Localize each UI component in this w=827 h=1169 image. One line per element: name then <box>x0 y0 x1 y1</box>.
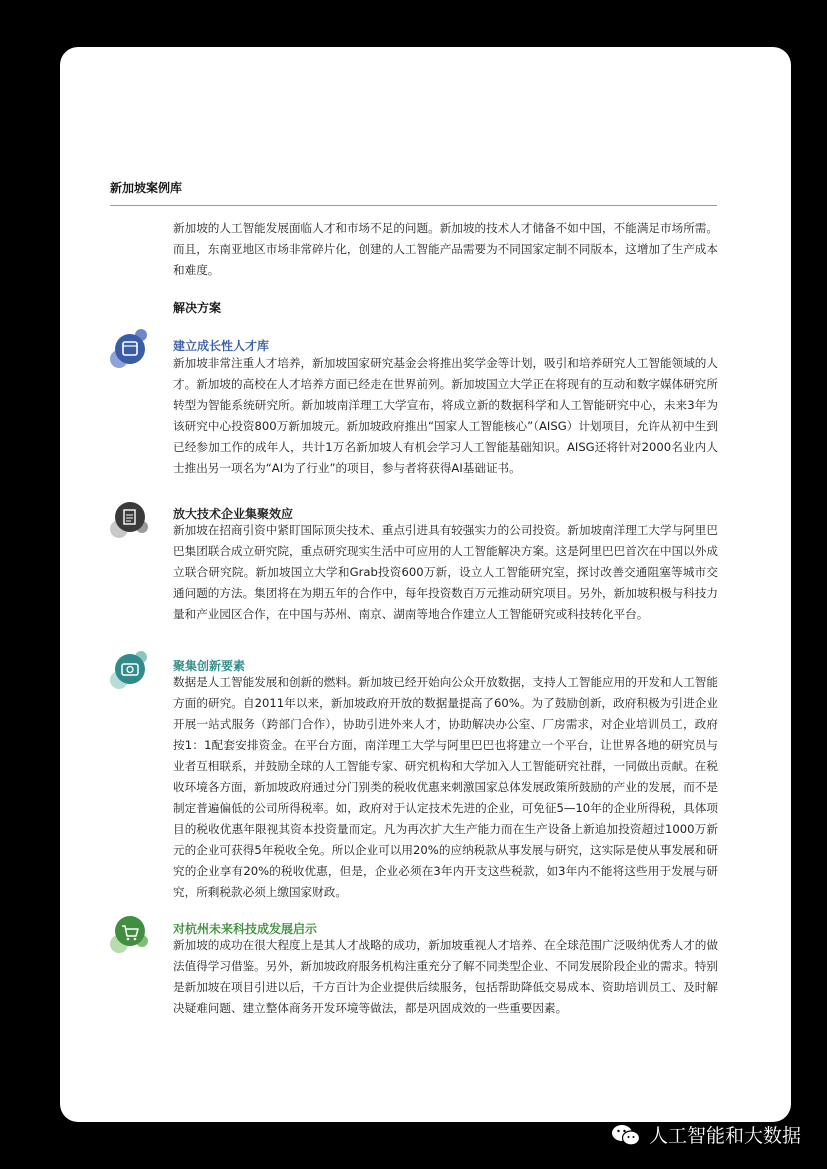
section-body-innovation: 数据是人工智能发展和创新的燃料。新加坡已经开始向公众开放数据，支持人工智能应用的开发和人工智能方面的研究。自2011年以来，新加坡政府开放的数据量提高了60%。为了鼓励创新，政府积极为引进企业开展一站式服务（跨部门合作），协助引进外来人才，协助解决办公室、厂房需求，对企业培训员工，政府按1：1配套安排资金。在平台方面，南洋理工大学与阿里巴巴也将建立一个平台，让世界各地的研究员与业者互相联系，并鼓励全球的人工智能专家、研究机构和大学加入人工智能研究社群，一同做出贡献。在税收环境各方面，新加坡政府通过分门别类的税收优惠来刺激国家总体发展政策所鼓励的产业的发展，而不是制定普遍偏低的公司所得税率。如，政府对于认定技术先进的企业，可免征5—10年的企业所得税，具体项目的税收优惠年限视其资本投资量而定。凡为再次扩大生产能力而在生产设备上新追加投资超过1000万新元的企业可获得5年税收全免。所以企业可以用20%的应纳税款从事发展与研究，这实际是使从事发展和研究的企业享有20%的税收优惠，但是，企业必须在3年内开支这些税款，如3年内不能将这些用于发展与研究，所剩税款必须上缴国家财政。 <box>173 675 718 899</box>
wechat-icon <box>611 1123 641 1147</box>
book-icon <box>108 327 152 371</box>
section-header: 新加坡案例库 <box>110 181 183 195</box>
section-body-hangzhou: 新加坡的成功在很大程度上是其人才战略的成功，新加坡重视人才培养、在全球范围广泛吸纳优秀人才的做法值得学习借鉴。另外，新加坡政府服务机构注重充分了解不同类型企业、不同发展阶段企业的需求。特别是新加坡在项目引进以后，千方百计为企业提供后续服务，包括帮助降低交易成本、资助培训员工、及时解决疑难问题、建立整体商务开发环境等做法，都是巩固成效的一些重要因素。 <box>173 938 718 1015</box>
footer-watermark <box>611 1121 801 1148</box>
section-title-hangzhou: 对杭州未来科技成发展启示 <box>173 922 318 936</box>
document-icon <box>108 497 152 541</box>
section-title-cluster: 放大技术企业集聚效应 <box>173 507 294 521</box>
section-body-talent: 新加坡非常注重人才培养，新加坡国家研究基金会将推出奖学金等计划，吸引和培养研究人工智能领域的人才。新加坡的高校在人才培养方面已经走在世界前列。新加坡国立大学正在将现有的互动和数字媒体研究所转型为智能系统研究所。新加坡南洋理工大学宣布，将成立新的数据科学和人工智能研究中心，未来3年为该研究中心投资800万新加坡元。新加坡政府推出“国家人工智能核心”（AISG）计划项目，允许从初中生到已经参加工作的成年人，共计1万名新加坡人有机会学习人工智能基础知识。AISG还将针对2000名业内人士推出另一项名为“AI为了行业”的项目，参与者将获得AI基础证书。 <box>173 356 718 475</box>
section-title-innovation: 聚集创新要素 <box>173 659 246 673</box>
section-title-talent: 建立成长性人才库 <box>173 339 270 353</box>
section-body-cluster: 新加坡在招商引资中紧盯国际顶尖技术、重点引进具有较强实力的公司投资。新加坡南洋理工大学与阿里巴巴集团联合成立研究院，重点研究现实生活中可应用的人工智能解决方案。这是阿里巴巴首次在中国以外成立联合研究院。新加坡国立大学和Grab投资600万新，设立人工智能研究室，探讨改善交通阻塞等城市交通问题的方法。集团将在为期五年的合作中，每年投资数百万元推动研究项目。另外，新加坡积极与科技力量和产业园区合作，在中国与苏州、南京、湖南等地合作建立人工智能研究或科技转化平台。 <box>173 523 718 621</box>
intro-paragraph: 新加坡的人工智能发展面临人才和市场不足的问题。新加坡的技术人才储备不如中国，不能满足市场所需。而且，东南亚地区市场非常碎片化，创建的人工智能产品需要为不同国家定制不同版本，这增加了生产成本和难度。 <box>173 221 718 277</box>
shopping-cart-icon <box>108 911 152 955</box>
solution-heading: 解决方案 <box>173 301 222 315</box>
header-rule <box>110 205 717 206</box>
camera-icon <box>108 647 152 691</box>
footer-text: 人工智能和大数据 <box>648 1125 801 1147</box>
document-page <box>60 47 791 1122</box>
